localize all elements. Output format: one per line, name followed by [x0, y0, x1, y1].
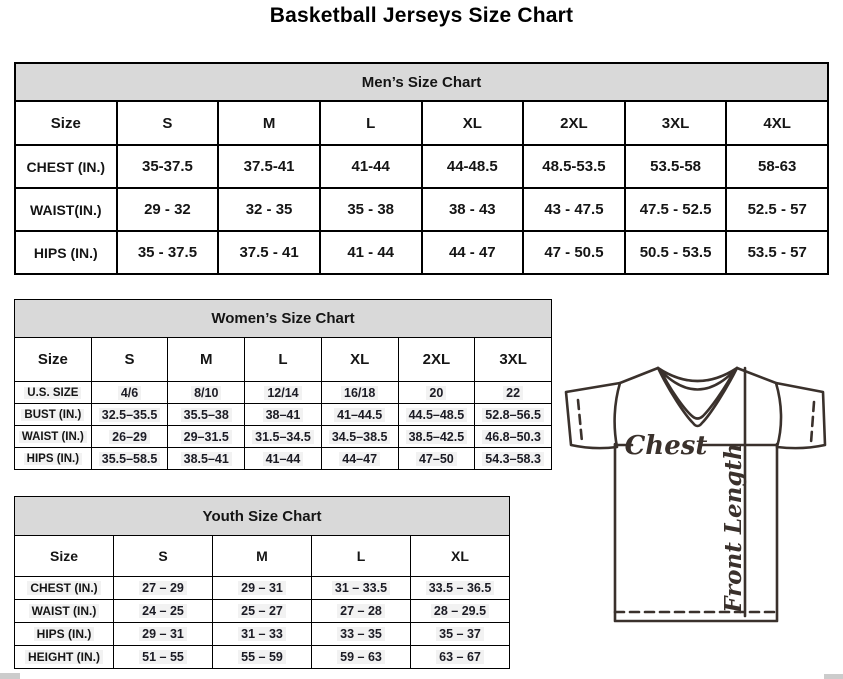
cell-value: [218, 188, 320, 231]
cell-value: [245, 426, 322, 448]
column-header: L: [320, 101, 422, 145]
column-header-row: [15, 101, 828, 145]
cell-text: 35 - 38: [347, 201, 395, 218]
cell-value: [213, 577, 312, 600]
womens-size-table: [14, 299, 552, 470]
cell-value: [321, 426, 398, 448]
cell-text: 50.5 - 53.5: [639, 244, 712, 261]
cell-text: 27 – 28: [337, 604, 385, 618]
cell-text: 53.5-58: [650, 158, 701, 175]
cell-text: 20: [426, 386, 446, 400]
cell-text: 63 – 67: [436, 650, 484, 664]
table-row: [15, 577, 510, 600]
column-header-row: [15, 536, 510, 577]
jersey-torso: [615, 444, 777, 621]
cell-text: 32.5–35.5: [99, 408, 161, 422]
cell-text: 44-48.5: [446, 158, 498, 175]
cell-value: [114, 577, 213, 600]
cell-value: [114, 623, 213, 646]
row-label: [15, 600, 114, 623]
row-label: [15, 448, 92, 470]
cell-text: 58-63: [758, 158, 797, 175]
cell-value: [312, 577, 411, 600]
cell-text: 44–47: [339, 452, 380, 466]
cell-text: 44.5–48.5: [406, 408, 468, 422]
row-label: [15, 382, 92, 404]
cell-text: 55 – 59: [238, 650, 286, 664]
cell-text: 38.5–41: [181, 452, 232, 466]
table-row: [15, 448, 552, 470]
cell-text: 38.5–42.5: [406, 430, 468, 444]
cell-text: 34.5–38.5: [329, 430, 391, 444]
row-label: [15, 404, 92, 426]
cell-value: [422, 231, 524, 274]
cell-text: 43 - 47.5: [544, 201, 604, 218]
cell-value: [320, 188, 422, 231]
cell-value: [117, 231, 219, 274]
cell-value: [168, 426, 245, 448]
column-header: 3XL: [475, 338, 552, 382]
cell-value: [114, 600, 213, 623]
cell-value: [625, 145, 727, 188]
cell-text: 4/6: [118, 386, 141, 400]
table-row: [15, 404, 552, 426]
cell-value: [91, 404, 168, 426]
cell-value: [320, 145, 422, 188]
cell-text: 32 - 35: [245, 201, 293, 218]
cell-text: U.S. SIZE: [24, 387, 81, 399]
cell-value: [411, 623, 510, 646]
cell-value: [475, 426, 552, 448]
size-corner-header: Size: [15, 101, 117, 145]
size-corner-header: Size: [15, 338, 92, 382]
cell-text: 59 – 63: [337, 650, 385, 664]
cell-text: 29 - 32: [144, 201, 191, 218]
cell-text: BUST (IN.): [21, 409, 84, 421]
cell-text: 41-44: [351, 158, 390, 175]
row-label: [15, 426, 92, 448]
cell-text: 26–29: [109, 430, 150, 444]
cell-text: HIPS (IN.): [34, 627, 95, 641]
column-header: XL: [411, 536, 510, 577]
page-title: Basketball Jerseys Size Chart: [269, 4, 574, 27]
column-header: S: [114, 536, 213, 577]
cell-value: [245, 382, 322, 404]
cell-value: [320, 231, 422, 274]
table-row: [15, 145, 828, 188]
cell-text: 16/18: [341, 386, 378, 400]
column-header: 3XL: [625, 101, 727, 145]
cell-value: [726, 231, 828, 274]
mens-size-table: [14, 62, 829, 275]
cell-text: WAIST(IN.): [30, 201, 102, 218]
cell-text: 46.8–50.3: [482, 430, 544, 444]
cell-text: 47–50: [416, 452, 457, 466]
row-label: [15, 145, 117, 188]
cell-text: 12/14: [264, 386, 301, 400]
column-header: S: [117, 101, 219, 145]
cell-text: 24 – 25: [139, 604, 187, 618]
table-row: [15, 188, 828, 231]
table-row: [15, 382, 552, 404]
cell-text: 51 – 55: [139, 650, 187, 664]
cell-value: [168, 404, 245, 426]
cell-text: 35.5–58.5: [99, 452, 161, 466]
cell-value: [312, 646, 411, 669]
row-label: [15, 188, 117, 231]
cell-value: [91, 382, 168, 404]
cell-text: 33 – 35: [337, 627, 385, 641]
cell-text: WAIST (IN.): [29, 604, 100, 618]
cell-value: [114, 646, 213, 669]
column-header: XL: [422, 101, 524, 145]
table-title-row: [15, 497, 510, 536]
cell-value: [91, 448, 168, 470]
cell-value: [218, 145, 320, 188]
cell-text: HIPS (IN.): [24, 453, 82, 465]
cell-text: 41–44.5: [334, 408, 385, 422]
cell-text: 29 – 31: [139, 627, 187, 641]
cell-value: [398, 382, 475, 404]
table-header: Women’s Size Chart: [15, 300, 552, 338]
front-length-label: Front Length: [720, 443, 747, 613]
cell-value: [312, 623, 411, 646]
column-header: L: [245, 338, 322, 382]
cell-text: 31.5–34.5: [252, 430, 314, 444]
cell-value: [475, 448, 552, 470]
cell-value: [321, 448, 398, 470]
cell-text: 29 – 31: [238, 581, 286, 595]
cell-text: 38 - 43: [448, 201, 496, 218]
size-corner-header: Size: [15, 536, 114, 577]
cell-value: [245, 404, 322, 426]
jersey-measurement-diagram: [558, 358, 838, 626]
cell-text: 38–41: [263, 408, 304, 422]
row-label: [15, 577, 114, 600]
cell-value: [411, 646, 510, 669]
cell-text: CHEST (IN.): [27, 581, 100, 595]
cell-text: 53.5 - 57: [747, 244, 807, 261]
table-row: [15, 646, 510, 669]
cell-value: [213, 600, 312, 623]
cell-text: 35 - 37.5: [137, 244, 198, 261]
cell-text: 41 - 44: [347, 244, 395, 261]
table-row: [15, 600, 510, 623]
cell-value: [398, 448, 475, 470]
cell-value: [625, 231, 727, 274]
cell-text: 52.5 - 57: [747, 201, 807, 218]
left-cuff-seam: [578, 400, 582, 442]
table-row: [15, 623, 510, 646]
row-label: [15, 646, 114, 669]
cell-value: [625, 188, 727, 231]
cell-value: [726, 145, 828, 188]
column-header: M: [168, 338, 245, 382]
column-header: 4XL: [726, 101, 828, 145]
column-header: 2XL: [523, 101, 625, 145]
cell-value: [475, 404, 552, 426]
cell-text: 22: [503, 386, 523, 400]
column-header-row: [15, 338, 552, 382]
cell-value: [422, 188, 524, 231]
bottom-right-artifact: [824, 674, 843, 679]
cell-value: [475, 382, 552, 404]
table-row: [15, 231, 828, 274]
column-header: 2XL: [398, 338, 475, 382]
cell-text: HIPS (IN.): [33, 244, 98, 261]
cell-text: 47.5 - 52.5: [639, 201, 712, 218]
cell-value: [321, 404, 398, 426]
cell-text: 35.5–38: [181, 408, 232, 422]
cell-text: 28 – 29.5: [431, 604, 489, 618]
cell-text: 44 - 47: [448, 244, 496, 261]
cell-value: [218, 231, 320, 274]
cell-text: CHEST (IN.): [26, 158, 106, 175]
right-cuff-seam: [811, 402, 814, 443]
cell-text: 54.3–58.3: [482, 452, 544, 466]
cell-text: 37.5 - 41: [239, 244, 299, 261]
table-title-row: [15, 63, 828, 101]
cell-text: 41–44: [263, 452, 304, 466]
cell-value: [726, 188, 828, 231]
cell-text: 47 - 50.5: [544, 244, 604, 261]
cell-text: 52.8–56.5: [482, 408, 544, 422]
cell-value: [422, 145, 524, 188]
jersey-outline-drawing: [558, 358, 838, 626]
cell-text: HEIGHT (IN.): [25, 650, 103, 664]
cell-value: [398, 404, 475, 426]
cell-text: 35 – 37: [436, 627, 484, 641]
cell-value: [411, 600, 510, 623]
bottom-left-artifact: [0, 673, 20, 679]
cell-text: 48.5-53.5: [542, 158, 606, 175]
cell-value: [213, 646, 312, 669]
row-label: [15, 231, 117, 274]
cell-value: [117, 188, 219, 231]
cell-value: [117, 145, 219, 188]
cell-value: [91, 426, 168, 448]
cell-value: [523, 145, 625, 188]
cell-value: [523, 188, 625, 231]
cell-value: [523, 231, 625, 274]
cell-text: 31 – 33: [238, 627, 286, 641]
cell-text: 35-37.5: [142, 158, 193, 175]
cell-text: 37.5-41: [243, 158, 295, 175]
cell-value: [168, 382, 245, 404]
row-label: [15, 623, 114, 646]
table-header: Youth Size Chart: [15, 497, 510, 536]
column-header: M: [213, 536, 312, 577]
table-header: Men’s Size Chart: [15, 63, 828, 101]
column-header: L: [312, 536, 411, 577]
column-header: XL: [321, 338, 398, 382]
cell-value: [398, 426, 475, 448]
cell-text: 33.5 – 36.5: [426, 581, 495, 595]
column-header: S: [91, 338, 168, 382]
cell-value: [321, 382, 398, 404]
column-header: M: [218, 101, 320, 145]
cell-text: 29–31.5: [181, 430, 232, 444]
cell-value: [411, 577, 510, 600]
cell-value: [213, 623, 312, 646]
cell-value: [168, 448, 245, 470]
table-title-row: [15, 300, 552, 338]
cell-text: 27 – 29: [139, 581, 187, 595]
youth-size-table: [14, 496, 510, 669]
cell-text: 8/10: [191, 386, 221, 400]
cell-value: [245, 448, 322, 470]
chest-label: Chest: [624, 431, 708, 461]
cell-text: 31 – 33.5: [332, 581, 390, 595]
cell-value: [312, 600, 411, 623]
cell-text: WAIST (IN.): [19, 431, 87, 443]
table-row: [15, 426, 552, 448]
cell-text: 25 – 27: [238, 604, 286, 618]
